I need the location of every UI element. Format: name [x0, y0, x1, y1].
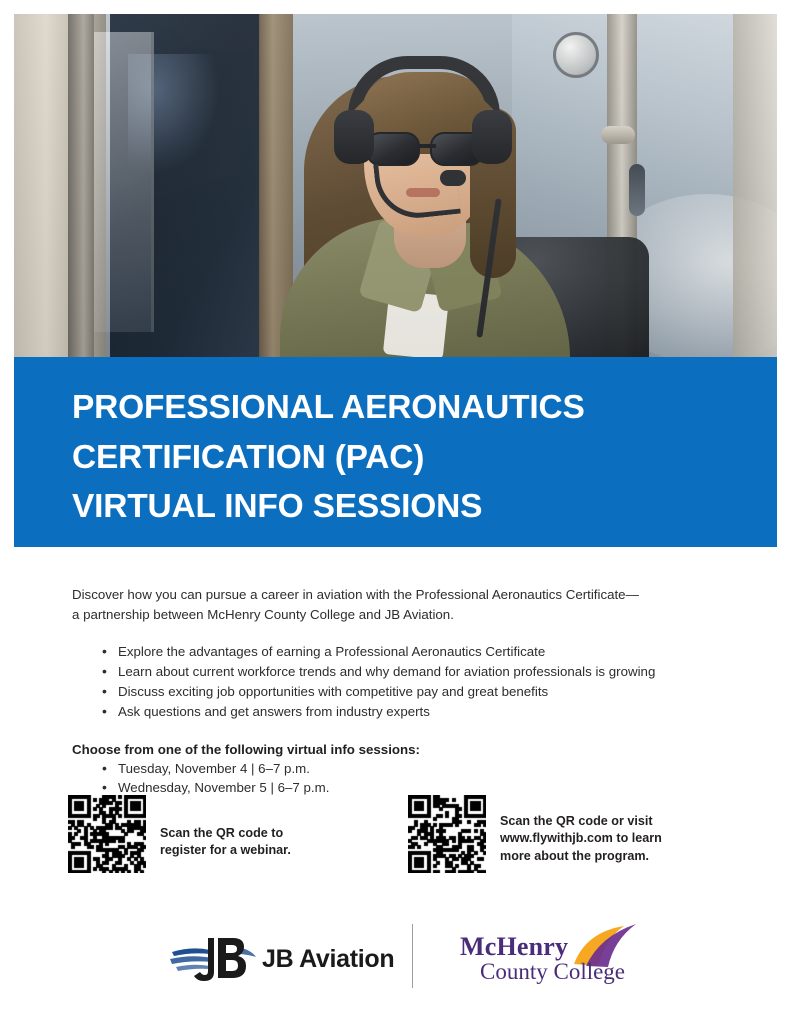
body-content: [72, 585, 732, 797]
sessions-list: [72, 759, 732, 798]
jb-aviation-name: JB Aviation: [262, 944, 395, 973]
intro-paragraph: [72, 585, 732, 625]
page-title-line-3: VIRTUAL INFO SESSIONS: [72, 488, 483, 526]
list-item: • Ask questions and get answers from industry experts: [102, 703, 732, 722]
list-item: • Explore the advantages of earning a Professional Aeronautics Certificate: [102, 643, 732, 662]
mcc-line-1: McHenry: [460, 932, 569, 961]
jb-aviation-logo[interactable]: [170, 932, 394, 986]
intro-line-2: a partnership between McHenry County College and JB Aviation.: [72, 607, 454, 623]
page-title: [72, 383, 752, 532]
qr-caption-register: [160, 795, 291, 860]
list-item: • Wednesday, November 5 | 6–7 p.m.: [102, 778, 732, 797]
qr-caption-program: [500, 795, 662, 865]
list-item: • Tuesday, November 4 | 6–7 p.m.: [102, 759, 732, 778]
qr-caption-line-3: more about the program.: [500, 848, 650, 863]
logo-footer: [0, 918, 791, 996]
mchenry-county-college-logo[interactable]: [452, 926, 642, 988]
hero-photo-overlay: [14, 14, 777, 357]
list-item: • Learn about current workforce trends and why demand for aviation professionals is growing: [102, 663, 732, 682]
register-webinar-qr-icon[interactable]: [68, 795, 146, 873]
qr-caption-line-2: www.flywithjb.com to learn: [500, 831, 662, 846]
benefits-list: [72, 643, 732, 722]
qr-caption-line-2: register for a webinar.: [160, 843, 291, 858]
list-item: • Discuss exciting job opportunities with competitive pay and great benefits: [102, 683, 732, 702]
intro-line-1: Discover how you can pursue a career in aviation with the Professional Aeronautics Certificate—: [72, 587, 639, 602]
page-title-line-1: PROFESSIONAL AERONAUTICS: [72, 389, 585, 426]
logo-divider: [412, 924, 413, 988]
title-banner: [14, 357, 777, 547]
jb-wings-icon: [170, 932, 256, 986]
qr-code-row: [68, 795, 768, 885]
mcc-line-2: County College: [480, 959, 626, 984]
qr-caption-line-1: Scan the QR code or visit: [500, 814, 653, 828]
page-title-line-2: CERTIFICATION (PAC): [72, 438, 425, 476]
sessions-heading: Choose from one of the following virtual info sessions:: [72, 741, 420, 757]
qr-block-register: [68, 795, 291, 873]
hero-photo: [14, 14, 777, 357]
program-info-qr-icon[interactable]: [408, 795, 486, 873]
qr-block-program: [408, 795, 662, 873]
qr-caption-line-1: Scan the QR code to: [160, 826, 284, 840]
